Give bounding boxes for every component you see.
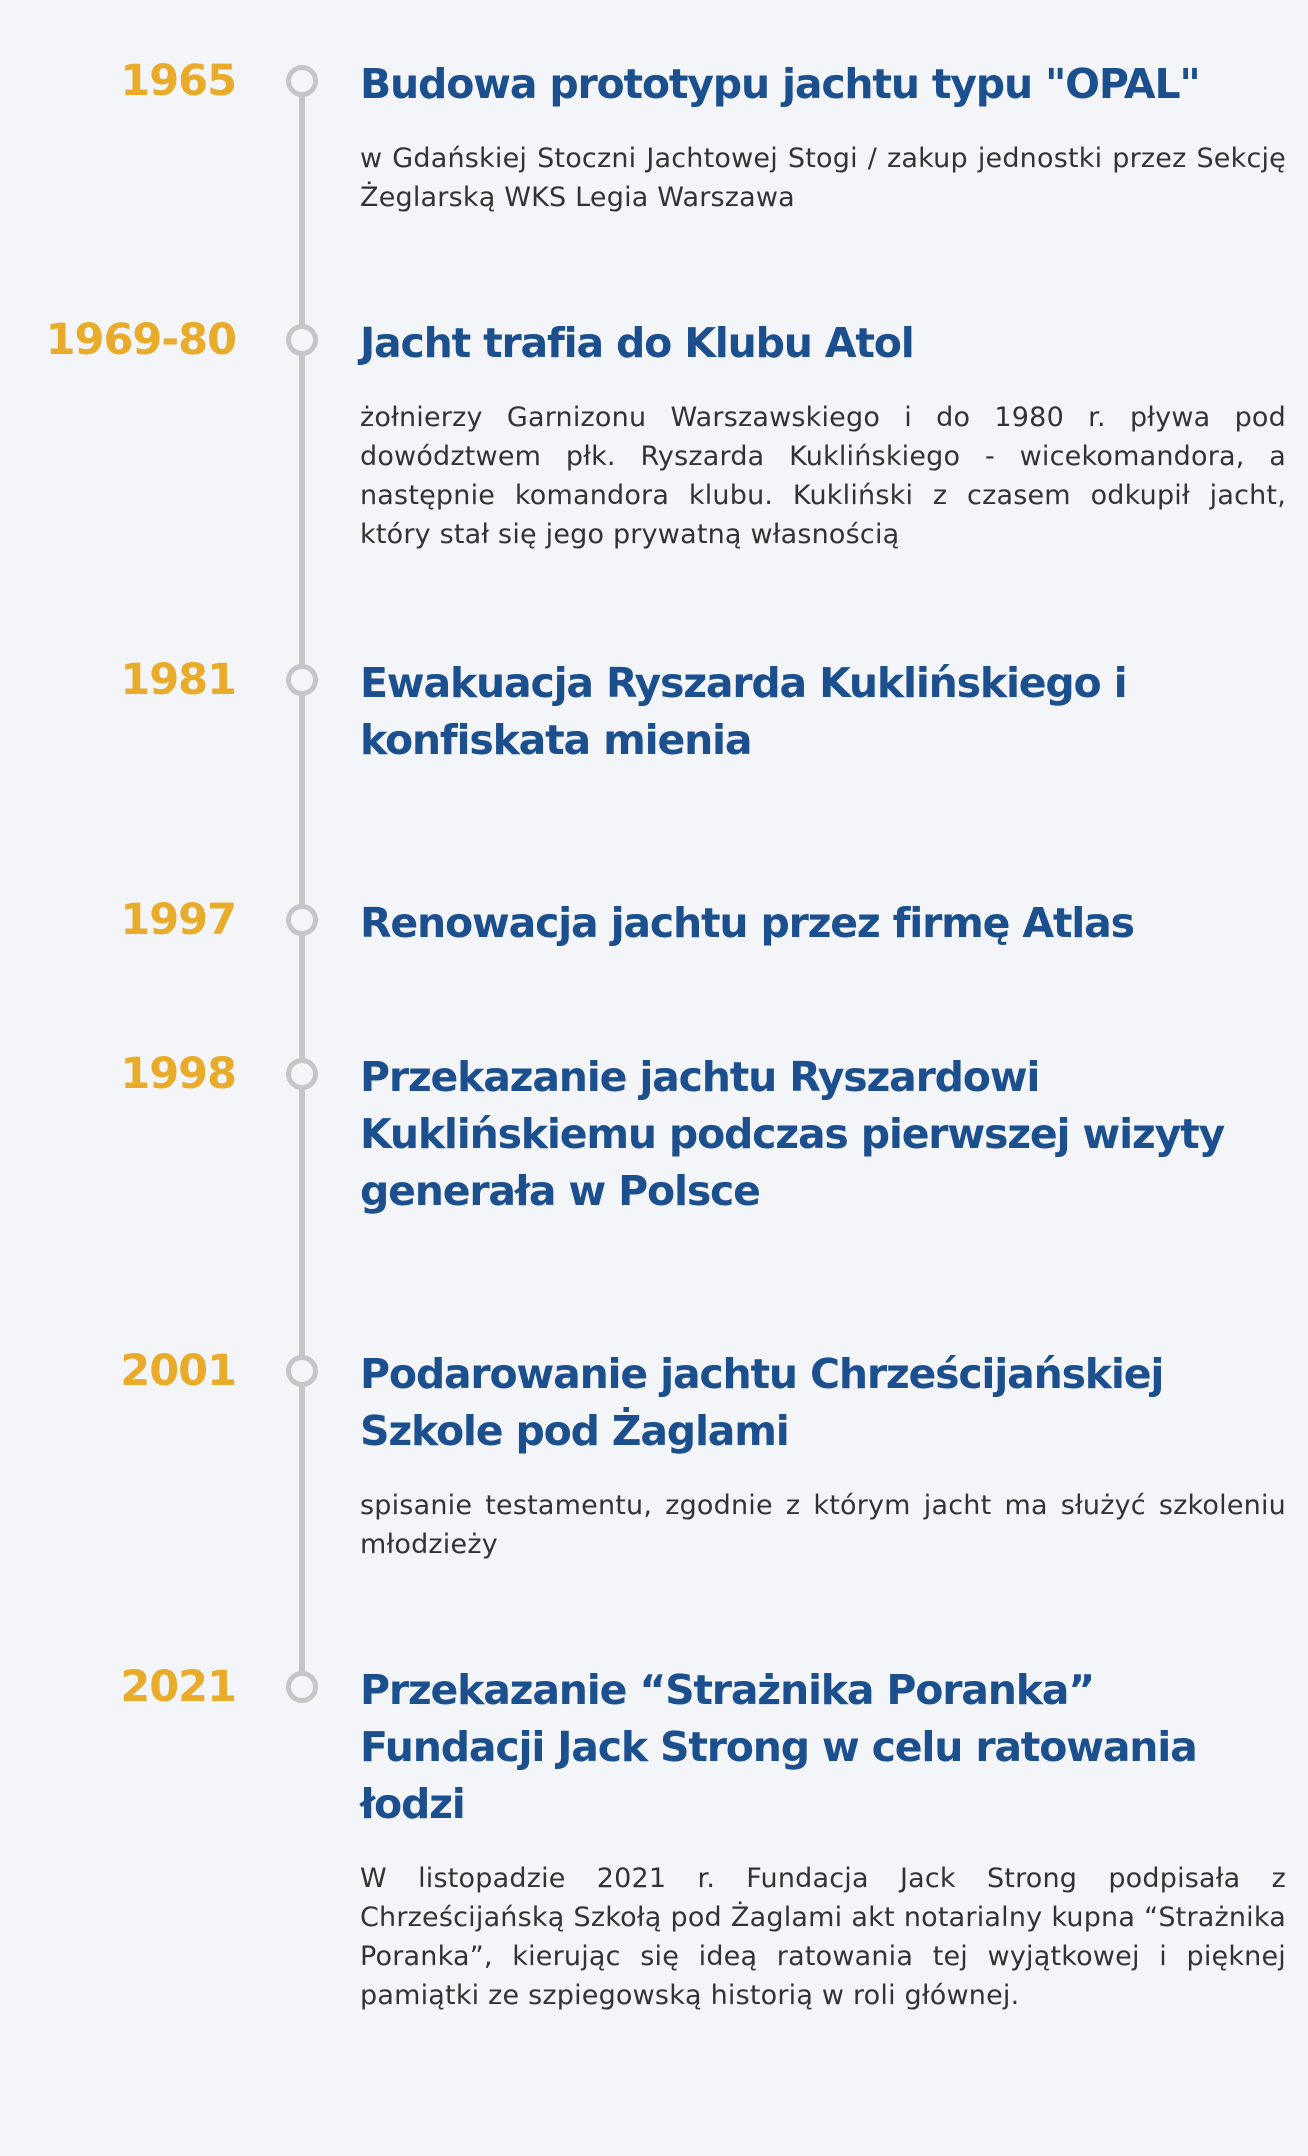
event-content (360, 1662, 1286, 2015)
event-content (360, 655, 1286, 769)
event-description: żołnierzy Garnizonu Warszawskiego i do 1980 r. pływa pod dowództwem płk. Ryszarda Kuklińskiego - wicekomandora, a następnie komandora klubu. Kukliński z czasem odkupił jacht, który stał się jego prywatną własnością (360, 402, 1286, 550)
event-title: Przekazanie jachtu Ryszardowi Kuklińskiemu podczas pierwszej wizyty generała w Polsce (360, 1053, 1225, 1215)
event-description: w Gdańskiej Stoczni Jachtowej Stogi / zakup jednostki przez Sekcję Żeglarską WKS Legia Warszawa (360, 143, 1286, 213)
timeline-dot (286, 65, 318, 97)
event-year: 1981 (120, 655, 236, 705)
timeline-dot (286, 324, 318, 356)
event-title: Ewakuacja Ryszarda Kuklińskiego i konfiskata mienia (360, 659, 1127, 764)
event-year: 2021 (120, 1662, 236, 1712)
event-description: spisanie testamentu, zgodnie z którym jacht ma służyć szkoleniu młodzieży (360, 1490, 1286, 1560)
timeline-dot (286, 904, 318, 936)
event-year: 1998 (120, 1049, 236, 1099)
timeline-dot (286, 664, 318, 696)
timeline-dot (286, 1671, 318, 1703)
event-year: 1965 (120, 56, 236, 106)
event-content (360, 56, 1286, 217)
timeline-dot (286, 1058, 318, 1090)
timeline-dot (286, 1355, 318, 1387)
event-content (360, 315, 1286, 554)
event-content (360, 895, 1286, 952)
event-title: Jacht trafia do Klubu Atol (360, 319, 914, 367)
event-content (360, 1346, 1286, 1564)
event-content (360, 1049, 1286, 1220)
event-description: W listopadzie 2021 r. Fundacja Jack Strong podpisała z Chrześcijańską Szkołą pod Żaglami akt notarialny kupna “Strażnika Poranka”, kierując się ideą ratowania tej wyjątkowej i pięknej pamiątki ze szpiegowską historią w roli głównej. (360, 1863, 1286, 2011)
event-title: Renowacja jachtu przez firmę Atlas (360, 899, 1134, 947)
event-year: 1969-80 (45, 315, 236, 365)
event-title: Przekazanie “Strażnika Poranka” Fundacji Jack Strong w celu ratowania łodzi (360, 1666, 1197, 1828)
event-year: 2001 (120, 1346, 236, 1396)
event-title: Podarowanie jachtu Chrześcijańskiej Szkole pod Żaglami (360, 1350, 1164, 1455)
event-title: Budowa prototypu jachtu typu "OPAL" (360, 60, 1200, 108)
event-year: 1997 (120, 895, 236, 945)
